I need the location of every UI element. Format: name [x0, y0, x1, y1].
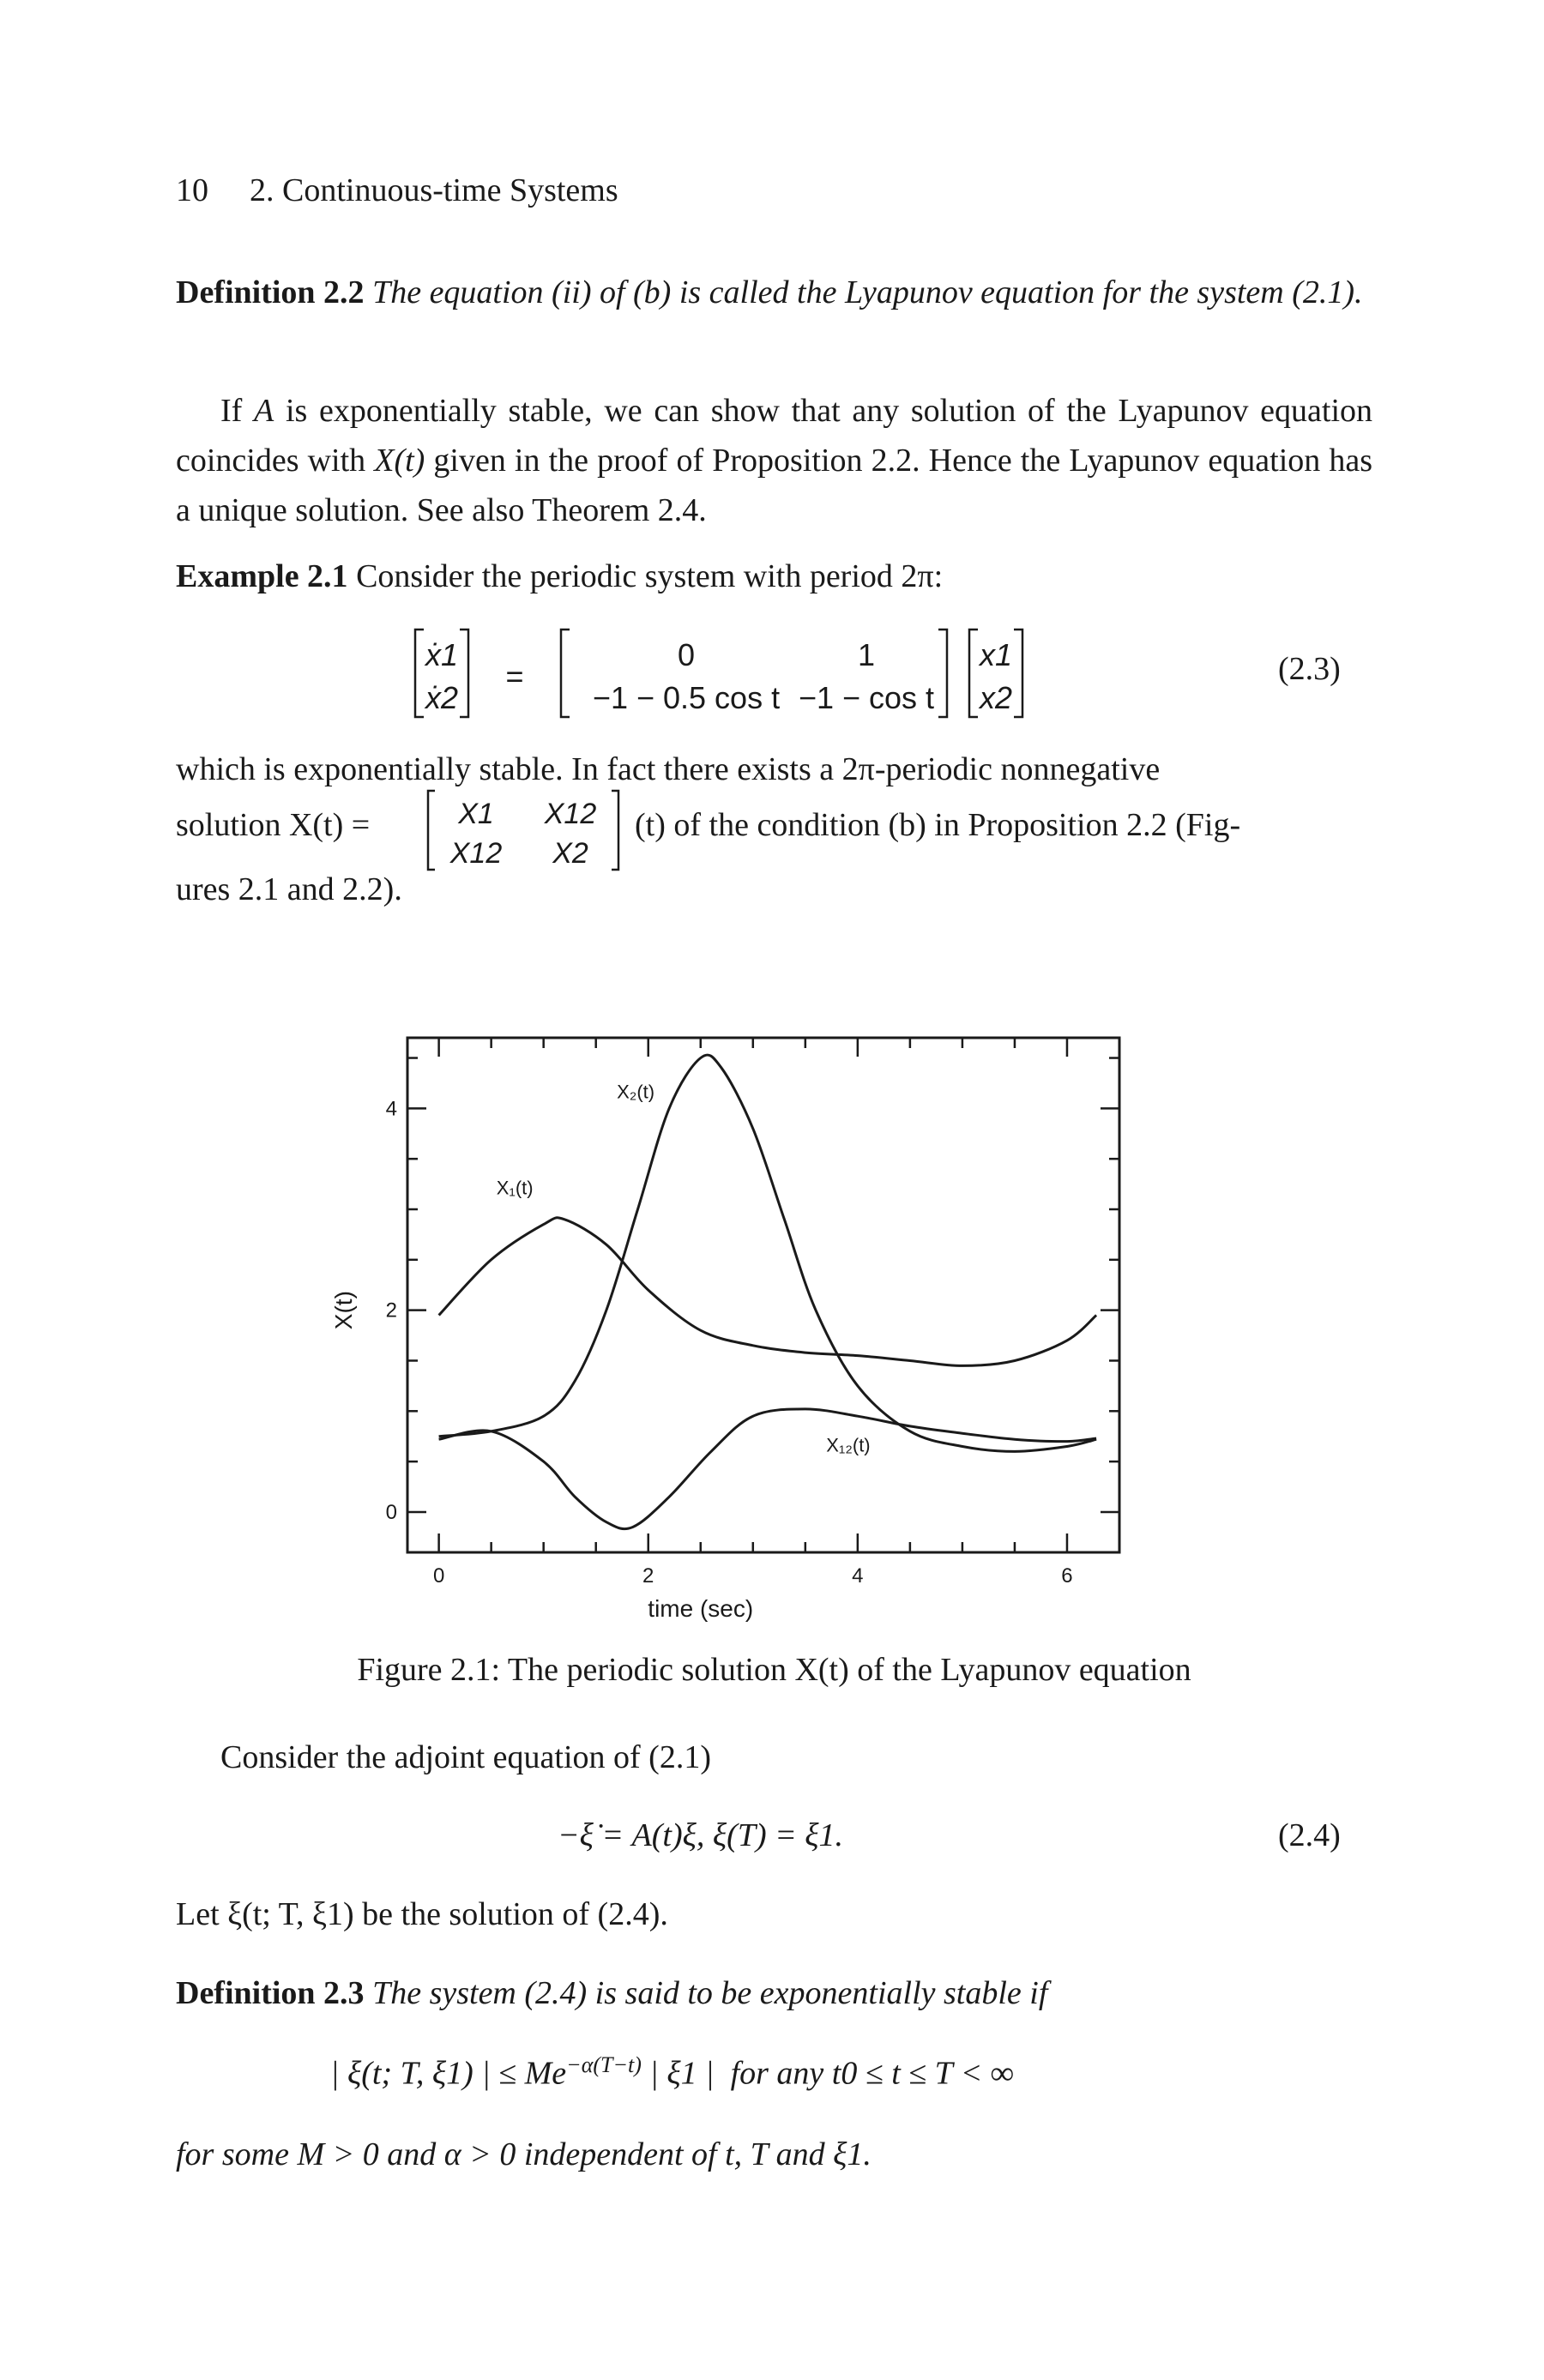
figure-2-1-chart [317, 1025, 1141, 1625]
lhs-x1dot: ẋ1 [425, 637, 459, 672]
solution-matrix [425, 787, 630, 873]
stability-inequality: | ξ(t; T, ξ1) | ≤ $Me^{-\alpha(T-t)}$ | ξ1 | for any t0 ≤ t ≤ T < ∞ [330, 2052, 1014, 2092]
equation-2-3 [412, 624, 1132, 723]
x-tick-label: 6 [1061, 1564, 1073, 1588]
definition-label: Definition 2.2 [176, 274, 365, 310]
equation-number-2-4: (2.4) [1278, 1817, 1341, 1853]
final-line: for some M > 0 and α > 0 independent of t, T and ξ1. [176, 2136, 872, 2172]
page-number: 10 [176, 172, 208, 208]
equation-2-4: −ξ̇ = A(t)ξ, ξ(T) = ξ1. [558, 1817, 844, 1853]
solution-post: (t) of the condition (b) in Proposition 2.2 (Fig- [635, 807, 1241, 843]
example-2-1 [176, 551, 1372, 601]
y-axis-label: X(t) [330, 1291, 357, 1330]
definition-text: The equation (ii) of (b) is called the Lyapunov equation for the system (2.1). [372, 274, 1363, 310]
series-label: X₂(t) [617, 1081, 655, 1103]
y-tick-label: 0 [385, 1500, 397, 1524]
definition-text: The system (2.4) is said to be exponentially stable if [372, 1975, 1048, 2011]
lhs-x2dot: ẋ2 [425, 680, 459, 715]
example-text: Consider the periodic system with period 2π: [356, 558, 944, 594]
chapter-title: 2. Continuous-time Systems [250, 172, 618, 208]
example-label: Example 2.1 [176, 558, 348, 594]
series-x2t [439, 1055, 1097, 1451]
y-tick-label: 2 [385, 1298, 397, 1323]
matrix-m21: −1 − 0.5 cos t [592, 680, 781, 715]
plot-frame [407, 1038, 1119, 1552]
rhs-x1: x1 [979, 637, 1013, 672]
figure-caption: Figure 2.1: The periodic solution X(t) of the Lyapunov equation [357, 1652, 1191, 1688]
series-label: X₁(t) [496, 1177, 534, 1199]
x-axis-label: time (sec) [648, 1595, 754, 1622]
solution-pre: solution X(t) = [176, 807, 371, 843]
definition-label: Definition 2.3 [176, 1975, 365, 2011]
definition-2-2 [176, 268, 1372, 317]
x-tick-label: 0 [432, 1564, 445, 1588]
paragraph-line1: which is exponentially stable. In fact there exists a 2π-periodic nonnegative [176, 751, 1161, 787]
equation-number-2-3: (2.3) [1278, 651, 1341, 687]
paragraph-let: Let ξ(t; T, ξ1) be the solution of (2.4). [176, 1896, 668, 1932]
paragraph-uniqueness: If A is exponentially stable, we can show that any solution of the Lyapunov equation coincides with X(t) given in the proof of Proposition 2.2. Hence the Lyapunov equation has a unique solution. See also Theorem 2.4. [176, 393, 1373, 528]
x-tick-label: 2 [642, 1564, 654, 1588]
matrix-m12: 1 [857, 637, 876, 672]
series-x12t [439, 1409, 1097, 1529]
definition-2-3 [176, 1968, 1372, 2018]
x-tick-label: 4 [852, 1564, 864, 1588]
rhs-x2: x2 [979, 680, 1013, 715]
running-header [176, 172, 618, 209]
matrix-x2: X2 [552, 837, 588, 870]
series-x1t [439, 1218, 1097, 1366]
paragraph-adjoint: Consider the adjoint equation of (2.1) [220, 1739, 711, 1775]
matrix-m22: −1 − cos t [798, 680, 935, 715]
series-label: X₁₂(t) [826, 1434, 871, 1456]
matrix-m11: 0 [677, 637, 696, 672]
equals-sign: = [505, 659, 524, 694]
y-tick-label: 4 [385, 1097, 397, 1121]
matrix-x12-top: X12 [544, 798, 597, 830]
matrix-x12-bottom: X12 [449, 837, 503, 870]
matrix-x1: X1 [458, 798, 494, 830]
paragraph-line3: ures 2.1 and 2.2). [176, 871, 402, 907]
